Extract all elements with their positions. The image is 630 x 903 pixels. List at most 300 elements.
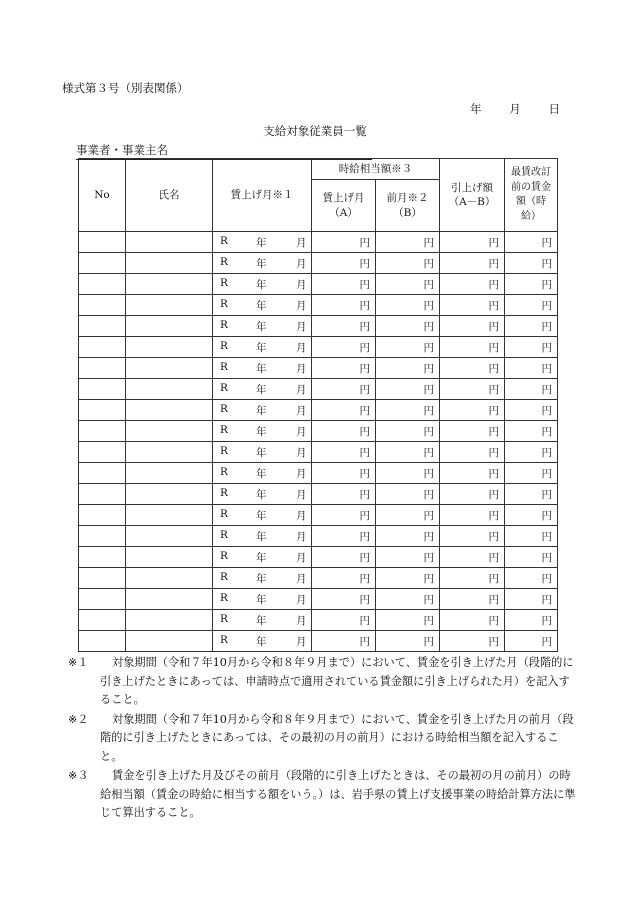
note-mark: ※１ <box>68 656 89 669</box>
date-year: 年 <box>470 102 482 116</box>
era-label: R <box>220 487 228 499</box>
month-label: 月 <box>296 258 307 270</box>
yen-label: 円 <box>359 447 370 459</box>
yen-label: 円 <box>541 594 552 606</box>
cell-name[interactable] <box>126 547 213 568</box>
cell-min-wage-prev[interactable] <box>505 484 558 505</box>
yen-label: 円 <box>541 510 552 522</box>
month-label: 月 <box>296 552 307 564</box>
cell-raise-month[interactable] <box>213 442 312 463</box>
cell-prev-month-b[interactable] <box>376 547 440 568</box>
cell-raise-month-a[interactable] <box>312 421 376 442</box>
yen-label: 円 <box>359 342 370 354</box>
cell-name[interactable] <box>126 463 213 484</box>
yen-label: 円 <box>423 468 434 480</box>
table-row <box>79 379 558 400</box>
cell-no[interactable] <box>79 337 126 358</box>
cell-diff[interactable] <box>440 295 505 316</box>
cell-raise-month-a[interactable] <box>312 442 376 463</box>
cell-min-wage-prev[interactable] <box>505 442 558 463</box>
year-label: 年 <box>256 321 267 333</box>
yen-label: 円 <box>488 426 499 438</box>
cell-raise-month-a[interactable] <box>312 505 376 526</box>
cell-min-wage-prev[interactable] <box>505 526 558 547</box>
cell-prev-month-b[interactable] <box>376 463 440 484</box>
cell-name[interactable] <box>126 274 213 295</box>
year-label: 年 <box>256 447 267 459</box>
yen-label: 円 <box>541 615 552 627</box>
yen-label: 円 <box>359 321 370 333</box>
note-mark: ※２ <box>68 712 89 726</box>
yen-label: 円 <box>359 363 370 375</box>
yen-label: 円 <box>423 300 434 312</box>
yen-label: 円 <box>541 636 552 648</box>
month-label: 月 <box>296 573 307 585</box>
cell-min-wage-prev[interactable] <box>505 379 558 400</box>
yen-label: 円 <box>423 405 434 417</box>
cell-name[interactable] <box>126 379 213 400</box>
cell-prev-month-b[interactable] <box>376 589 440 610</box>
era-label: R <box>220 466 228 478</box>
cell-diff[interactable] <box>440 610 505 631</box>
cell-min-wage-prev[interactable] <box>505 631 558 652</box>
cell-raise-month[interactable] <box>213 568 312 589</box>
yen-label: 円 <box>488 321 499 333</box>
year-label: 年 <box>256 594 267 606</box>
cell-raise-month-a[interactable] <box>312 400 376 421</box>
col-name: 氏名 <box>126 159 213 232</box>
cell-prev-month-b[interactable] <box>376 526 440 547</box>
era-label: R <box>220 298 228 310</box>
yen-label: 円 <box>423 636 434 648</box>
year-label: 年 <box>256 237 267 249</box>
yen-label: 円 <box>488 279 499 291</box>
cell-raise-month[interactable] <box>213 631 312 652</box>
cell-raise-month-a[interactable] <box>312 253 376 274</box>
yen-label: 円 <box>541 426 552 438</box>
year-label: 年 <box>256 489 267 501</box>
era-label: R <box>220 424 228 436</box>
cell-min-wage-prev[interactable] <box>505 421 558 442</box>
yen-label: 円 <box>423 510 434 522</box>
cell-prev-month-b[interactable] <box>376 505 440 526</box>
cell-raise-month-a[interactable] <box>312 274 376 295</box>
yen-label: 円 <box>541 237 552 249</box>
cell-raise-month[interactable] <box>213 526 312 547</box>
cell-min-wage-prev[interactable] <box>505 463 558 484</box>
col-raise-month: 賃上げ月※１ <box>213 159 312 232</box>
cell-min-wage-prev[interactable] <box>505 337 558 358</box>
cell-no[interactable] <box>79 547 126 568</box>
cell-min-wage-prev[interactable] <box>505 295 558 316</box>
yen-label: 円 <box>541 258 552 270</box>
month-label: 月 <box>296 447 307 459</box>
cell-no[interactable] <box>79 379 126 400</box>
cell-diff[interactable] <box>440 631 505 652</box>
table-row <box>79 358 558 379</box>
cell-name[interactable] <box>126 253 213 274</box>
year-label: 年 <box>256 573 267 585</box>
table-row <box>79 442 558 463</box>
cell-name[interactable] <box>126 337 213 358</box>
month-label: 月 <box>296 321 307 333</box>
cell-name[interactable] <box>126 316 213 337</box>
era-label: R <box>220 550 228 562</box>
cell-min-wage-prev[interactable] <box>505 400 558 421</box>
cell-raise-month[interactable] <box>213 400 312 421</box>
yen-label: 円 <box>423 573 434 585</box>
date-line <box>470 101 560 117</box>
cell-raise-month[interactable] <box>213 421 312 442</box>
era-label: R <box>220 382 228 394</box>
yen-label: 円 <box>488 468 499 480</box>
year-label: 年 <box>256 363 267 375</box>
table-row <box>79 274 558 295</box>
cell-no[interactable] <box>79 631 126 652</box>
cell-prev-month-b[interactable] <box>376 568 440 589</box>
cell-raise-month[interactable] <box>213 295 312 316</box>
yen-label: 円 <box>359 468 370 480</box>
cell-diff[interactable] <box>440 337 505 358</box>
col-raise-month-a: 賃上げ月 （A） <box>312 180 376 232</box>
yen-label: 円 <box>488 510 499 522</box>
month-label: 月 <box>296 384 307 396</box>
month-label: 月 <box>296 636 307 648</box>
cell-no[interactable] <box>79 526 126 547</box>
yen-label: 円 <box>359 279 370 291</box>
cell-raise-month-a[interactable] <box>312 526 376 547</box>
yen-label: 円 <box>541 489 552 501</box>
year-label: 年 <box>256 300 267 312</box>
cell-prev-month-b[interactable] <box>376 274 440 295</box>
cell-raise-month-a[interactable] <box>312 463 376 484</box>
yen-label: 円 <box>488 342 499 354</box>
cell-name[interactable] <box>126 232 213 253</box>
cell-diff[interactable] <box>440 463 505 484</box>
cell-name[interactable] <box>126 589 213 610</box>
cell-diff[interactable] <box>440 316 505 337</box>
table-row <box>79 526 558 547</box>
cell-prev-month-b[interactable] <box>376 253 440 274</box>
era-label: R <box>220 340 228 352</box>
month-label: 月 <box>296 594 307 606</box>
cell-raise-month-a[interactable] <box>312 316 376 337</box>
cell-no[interactable] <box>79 442 126 463</box>
cell-prev-month-b[interactable] <box>376 295 440 316</box>
yen-label: 円 <box>541 300 552 312</box>
year-label: 年 <box>256 636 267 648</box>
cell-min-wage-prev[interactable] <box>505 610 558 631</box>
yen-label: 円 <box>423 447 434 459</box>
col-prev-month-b: 前月※２ （B） <box>376 180 440 232</box>
yen-label: 円 <box>541 573 552 585</box>
cell-diff[interactable] <box>440 358 505 379</box>
era-label: R <box>220 403 228 415</box>
yen-label: 円 <box>488 615 499 627</box>
cell-min-wage-prev[interactable] <box>505 253 558 274</box>
yen-label: 円 <box>423 594 434 606</box>
cell-raise-month-a[interactable] <box>312 589 376 610</box>
cell-prev-month-b[interactable] <box>376 358 440 379</box>
cell-diff[interactable] <box>440 274 505 295</box>
cell-name[interactable] <box>126 610 213 631</box>
month-label: 月 <box>296 342 307 354</box>
cell-no[interactable] <box>79 295 126 316</box>
cell-no[interactable] <box>79 253 126 274</box>
month-label: 月 <box>296 279 307 291</box>
cell-no[interactable] <box>79 505 126 526</box>
cell-prev-month-b[interactable] <box>376 442 440 463</box>
yen-label: 円 <box>423 384 434 396</box>
yen-label: 円 <box>359 531 370 543</box>
col-hourly-group: 時給相当額※３ <box>312 159 440 180</box>
cell-no[interactable] <box>79 232 126 253</box>
cell-raise-month-a[interactable] <box>312 547 376 568</box>
cell-prev-month-b[interactable] <box>376 379 440 400</box>
year-label: 年 <box>256 342 267 354</box>
month-label: 月 <box>296 237 307 249</box>
cell-diff[interactable] <box>440 232 505 253</box>
employee-table <box>78 158 558 652</box>
cell-raise-month-a[interactable] <box>312 610 376 631</box>
cell-min-wage-prev[interactable] <box>505 547 558 568</box>
cell-raise-month-a[interactable] <box>312 631 376 652</box>
cell-raise-month[interactable] <box>213 379 312 400</box>
cell-diff[interactable] <box>440 589 505 610</box>
cell-prev-month-b[interactable] <box>376 631 440 652</box>
cell-prev-month-b[interactable] <box>376 484 440 505</box>
table-row <box>79 316 558 337</box>
yen-label: 円 <box>359 636 370 648</box>
cell-min-wage-prev[interactable] <box>505 316 558 337</box>
yen-label: 円 <box>359 573 370 585</box>
date-month: 月 <box>509 102 521 116</box>
year-label: 年 <box>256 552 267 564</box>
cell-no[interactable] <box>79 274 126 295</box>
month-label: 月 <box>296 531 307 543</box>
month-label: 月 <box>296 426 307 438</box>
cell-raise-month-a[interactable] <box>312 379 376 400</box>
note-text: 対象期間（令和７年10月から令和８年９月まで）において、賃金を引き上げた月の前月（段階的に引き上げたときにあっては、その最初の月の前月）における時給相当額を記入すること。 <box>100 712 574 763</box>
yen-label: 円 <box>359 426 370 438</box>
cell-diff[interactable] <box>440 253 505 274</box>
cell-raise-month-a[interactable] <box>312 568 376 589</box>
yen-label: 円 <box>359 489 370 501</box>
cell-name[interactable] <box>126 442 213 463</box>
yen-label: 円 <box>488 363 499 375</box>
cell-min-wage-prev[interactable] <box>505 232 558 253</box>
table-row <box>79 421 558 442</box>
table-row <box>79 232 558 253</box>
cell-no[interactable] <box>79 484 126 505</box>
cell-name[interactable] <box>126 505 213 526</box>
cell-no[interactable] <box>79 316 126 337</box>
yen-label: 円 <box>359 594 370 606</box>
col-min-wage-prev: 最賃改訂 前の賃金 額（時 給） <box>505 159 558 232</box>
cell-name[interactable] <box>126 526 213 547</box>
yen-label: 円 <box>488 237 499 249</box>
cell-min-wage-prev[interactable] <box>505 274 558 295</box>
yen-label: 円 <box>423 531 434 543</box>
yen-label: 円 <box>541 531 552 543</box>
cell-raise-month[interactable] <box>213 232 312 253</box>
cell-name[interactable] <box>126 484 213 505</box>
era-label: R <box>220 571 228 583</box>
col-diff: 引上げ額 （A－B） <box>440 159 505 232</box>
yen-label: 円 <box>423 615 434 627</box>
cell-name[interactable] <box>126 568 213 589</box>
yen-label: 円 <box>488 552 499 564</box>
yen-label: 円 <box>423 237 434 249</box>
cell-diff[interactable] <box>440 442 505 463</box>
table-row <box>79 589 558 610</box>
document-title: 支給対象従業員一覧 <box>263 124 367 138</box>
yen-label: 円 <box>423 321 434 333</box>
yen-label: 円 <box>541 321 552 333</box>
yen-label: 円 <box>423 552 434 564</box>
cell-min-wage-prev[interactable] <box>505 568 558 589</box>
era-label: R <box>220 613 228 625</box>
cell-raise-month[interactable] <box>213 316 312 337</box>
cell-raise-month[interactable] <box>213 547 312 568</box>
note-item <box>68 767 578 823</box>
table-row <box>79 610 558 631</box>
yen-label: 円 <box>541 279 552 291</box>
cell-raise-month[interactable] <box>213 610 312 631</box>
table-row <box>79 547 558 568</box>
yen-label: 円 <box>488 573 499 585</box>
yen-label: 円 <box>423 342 434 354</box>
cell-diff[interactable] <box>440 547 505 568</box>
yen-label: 円 <box>423 258 434 270</box>
cell-prev-month-b[interactable] <box>376 400 440 421</box>
table-row <box>79 337 558 358</box>
yen-label: 円 <box>488 636 499 648</box>
month-label: 月 <box>296 468 307 480</box>
cell-raise-month[interactable] <box>213 463 312 484</box>
cell-raise-month-a[interactable] <box>312 295 376 316</box>
year-label: 年 <box>256 426 267 438</box>
note-item <box>68 711 578 767</box>
table-row <box>79 484 558 505</box>
cell-min-wage-prev[interactable] <box>505 589 558 610</box>
cell-diff[interactable] <box>440 568 505 589</box>
year-label: 年 <box>256 384 267 396</box>
yen-label: 円 <box>488 447 499 459</box>
yen-label: 円 <box>488 300 499 312</box>
era-label: R <box>220 508 228 520</box>
yen-label: 円 <box>488 594 499 606</box>
yen-label: 円 <box>359 258 370 270</box>
cell-no[interactable] <box>79 610 126 631</box>
table-row <box>79 400 558 421</box>
yen-label: 円 <box>541 384 552 396</box>
era-label: R <box>220 277 228 289</box>
era-label: R <box>220 634 228 646</box>
year-label: 年 <box>256 615 267 627</box>
month-label: 月 <box>296 615 307 627</box>
cell-min-wage-prev[interactable] <box>505 358 558 379</box>
yen-label: 円 <box>488 258 499 270</box>
cell-name[interactable] <box>126 358 213 379</box>
cell-prev-month-b[interactable] <box>376 610 440 631</box>
cell-prev-month-b[interactable] <box>376 337 440 358</box>
employer-name-label: 事業者・事業主名 <box>76 143 168 157</box>
yen-label: 円 <box>488 531 499 543</box>
yen-label: 円 <box>541 468 552 480</box>
era-label: R <box>220 445 228 457</box>
cell-prev-month-b[interactable] <box>376 421 440 442</box>
yen-label: 円 <box>488 489 499 501</box>
form-number-label: 様式第３号（別表関係） <box>62 81 189 95</box>
cell-raise-month[interactable] <box>213 589 312 610</box>
cell-raise-month[interactable] <box>213 358 312 379</box>
cell-name[interactable] <box>126 295 213 316</box>
era-label: R <box>220 529 228 541</box>
cell-raise-month-a[interactable] <box>312 484 376 505</box>
cell-no[interactable] <box>79 358 126 379</box>
cell-diff[interactable] <box>440 505 505 526</box>
cell-raise-month[interactable] <box>213 505 312 526</box>
cell-no[interactable] <box>79 421 126 442</box>
yen-label: 円 <box>488 384 499 396</box>
year-label: 年 <box>256 279 267 291</box>
cell-no[interactable] <box>79 589 126 610</box>
yen-label: 円 <box>359 552 370 564</box>
table-row <box>79 505 558 526</box>
month-label: 月 <box>296 510 307 522</box>
note-item <box>68 654 578 710</box>
yen-label: 円 <box>359 237 370 249</box>
cell-raise-month-a[interactable] <box>312 337 376 358</box>
yen-label: 円 <box>541 552 552 564</box>
cell-raise-month-a[interactable] <box>312 232 376 253</box>
yen-label: 円 <box>541 363 552 375</box>
cell-diff[interactable] <box>440 484 505 505</box>
cell-name[interactable] <box>126 421 213 442</box>
cell-min-wage-prev[interactable] <box>505 505 558 526</box>
table-row <box>79 463 558 484</box>
cell-no[interactable] <box>79 568 126 589</box>
cell-name[interactable] <box>126 400 213 421</box>
cell-no[interactable] <box>79 463 126 484</box>
cell-raise-month-a[interactable] <box>312 358 376 379</box>
cell-name[interactable] <box>126 631 213 652</box>
cell-diff[interactable] <box>440 526 505 547</box>
era-label: R <box>220 256 228 268</box>
yen-label: 円 <box>541 405 552 417</box>
yen-label: 円 <box>359 510 370 522</box>
cell-raise-month[interactable] <box>213 274 312 295</box>
cell-raise-month[interactable] <box>213 484 312 505</box>
table-row <box>79 631 558 652</box>
year-label: 年 <box>256 405 267 417</box>
cell-raise-month[interactable] <box>213 253 312 274</box>
yen-label: 円 <box>541 342 552 354</box>
cell-diff[interactable] <box>440 400 505 421</box>
era-label: R <box>220 235 228 247</box>
cell-prev-month-b[interactable] <box>376 232 440 253</box>
cell-diff[interactable] <box>440 421 505 442</box>
cell-no[interactable] <box>79 400 126 421</box>
cell-diff[interactable] <box>440 379 505 400</box>
cell-prev-month-b[interactable] <box>376 316 440 337</box>
era-label: R <box>220 319 228 331</box>
yen-label: 円 <box>423 279 434 291</box>
year-label: 年 <box>256 468 267 480</box>
yen-label: 円 <box>359 405 370 417</box>
cell-raise-month[interactable] <box>213 337 312 358</box>
